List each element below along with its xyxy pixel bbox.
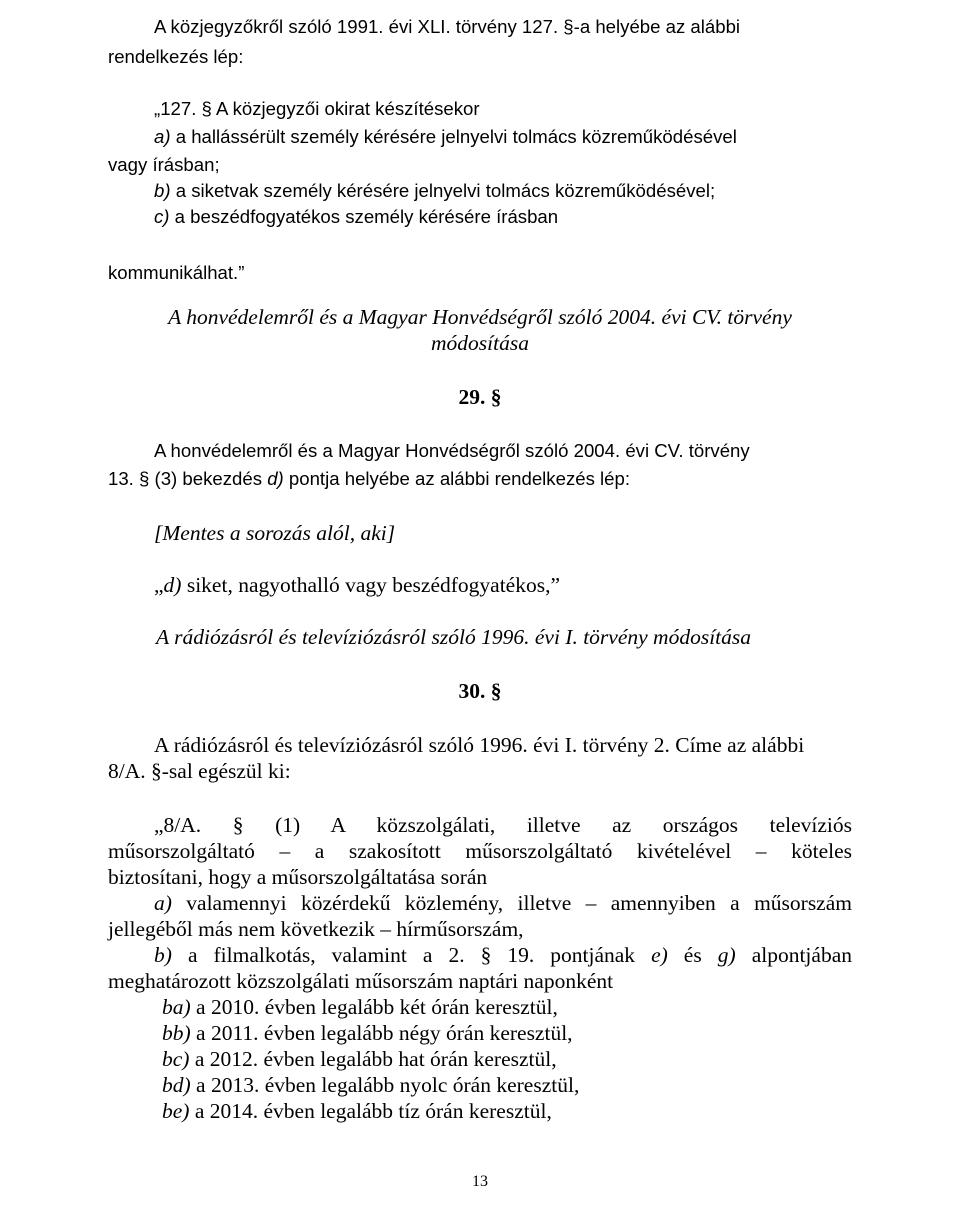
section-30-line-2: 8/A. §-sal egészül ki: <box>108 759 291 783</box>
point-label: bd) <box>162 1073 191 1097</box>
list-item <box>162 994 558 1020</box>
point-label: e) <box>651 943 668 967</box>
point-text: a filmalkotás, valamint a 2. § 19. pontjának <box>171 943 652 967</box>
point-text: a hallássérült személy kérésére jelnyelvi tolmács közreműködésével <box>170 126 737 147</box>
section-30-title: A rádiózásról és televíziózásról szóló 1996. évi I. törvény módosítása <box>156 625 752 649</box>
quote-127-point-a-cont: vagy írásban; <box>108 154 220 175</box>
list-item <box>162 1046 557 1072</box>
point-label: bc) <box>162 1047 190 1071</box>
quote-127-point-c <box>154 204 558 230</box>
point-text: a 2012. évben legalább hat órán keresztül, <box>189 1047 557 1071</box>
point-text: alpontjában <box>735 943 852 967</box>
section-29-line-1: A honvédelemről és a Magyar Honvédségről szóló 2004. évi CV. törvény <box>154 440 750 461</box>
section-29-title-line-1: A honvédelemről és a Magyar Honvédségről szóló 2004. évi CV. törvény <box>168 305 792 329</box>
section-29-line-2-pre: 13. § (3) bekezdés <box>108 468 268 489</box>
point-label: c) <box>154 206 170 227</box>
point-label: a) <box>154 126 171 147</box>
quote-8a-point-b-cont: meghatározott közszolgálati műsorszám naptári naponként <box>108 969 614 993</box>
quote-8a-line-3: biztosítani, hogy a műsorszolgáltatása során <box>108 865 488 889</box>
section-30-number: 30. § <box>458 679 502 703</box>
intro-line-2: rendelkezés lép: <box>108 46 244 67</box>
point-text: a 2011. évben legalább négy órán keresztül, <box>190 1021 573 1045</box>
point-label: b) <box>154 180 171 201</box>
point-text: a siketvak személy kérésére jelnyelvi tolmács közreműködésével; <box>170 180 716 201</box>
quote-8a-point-b <box>154 942 852 968</box>
list-item <box>162 1072 579 1098</box>
quote-127-point-b <box>154 178 715 204</box>
point-label: bb) <box>162 1021 191 1045</box>
point-text: valamennyi közérdekű közlemény, illetve – amennyiben a műsorszám <box>171 891 852 915</box>
point-text: a 2010. évben legalább két órán keresztül, <box>190 995 558 1019</box>
quote-text: siket, nagyothalló vagy beszédfogyatékos,” <box>181 573 560 597</box>
point-label: d) <box>267 468 284 489</box>
section-29-line-2 <box>108 466 630 492</box>
point-text: a 2014. évben legalább tíz órán keresztül, <box>189 1099 552 1123</box>
point-label: b) <box>154 943 172 967</box>
section-29-bracket: [Mentes a sorozás alól, aki] <box>154 521 396 545</box>
section-29-number: 29. § <box>458 385 502 409</box>
point-label: g) <box>717 943 736 967</box>
quote-8a-point-a <box>154 890 852 916</box>
point-text: a 2013. évben legalább nyolc órán keresztül, <box>190 1073 580 1097</box>
point-label: ba) <box>162 995 191 1019</box>
point-label: a) <box>154 891 172 915</box>
quote-8a-point-a-cont: jellegéből más nem következik – hírműsorszám, <box>108 917 524 941</box>
section-29-line-2-post: pontja helyébe az alábbi rendelkezés lép: <box>283 468 631 489</box>
section-29-quote <box>154 572 560 598</box>
list-item <box>162 1020 573 1046</box>
quote-8a-line-2: műsorszolgáltató – a szakosított műsorszolgáltató kivételével – köteles <box>108 839 852 863</box>
quote-127-end: kommunikálhat.” <box>108 262 245 283</box>
quote-127-line-1: „127. § A közjegyzői okirat készítésekor <box>154 98 480 119</box>
point-label: d) <box>163 573 182 597</box>
section-29-title-line-2: módosítása <box>431 331 529 355</box>
intro-line-1: A közjegyzőkről szóló 1991. évi XLI. törvény 127. §-a helyébe az alábbi <box>154 16 741 37</box>
quote-8a-line-1: „8/A. § (1) A közszolgálati, illetve az országos televíziós <box>154 813 852 837</box>
quote-open: „ <box>154 573 164 597</box>
point-text: és <box>667 943 718 967</box>
list-item <box>162 1098 552 1124</box>
section-30-line-1: A rádiózásról és televíziózásról szóló 1996. évi I. törvény 2. Címe az alábbi <box>154 733 805 757</box>
quote-127-point-a <box>154 124 737 150</box>
page-number: 13 <box>472 1173 488 1190</box>
point-label: be) <box>162 1099 190 1123</box>
point-text: a beszédfogyatékos személy kérésére írásban <box>169 206 559 227</box>
